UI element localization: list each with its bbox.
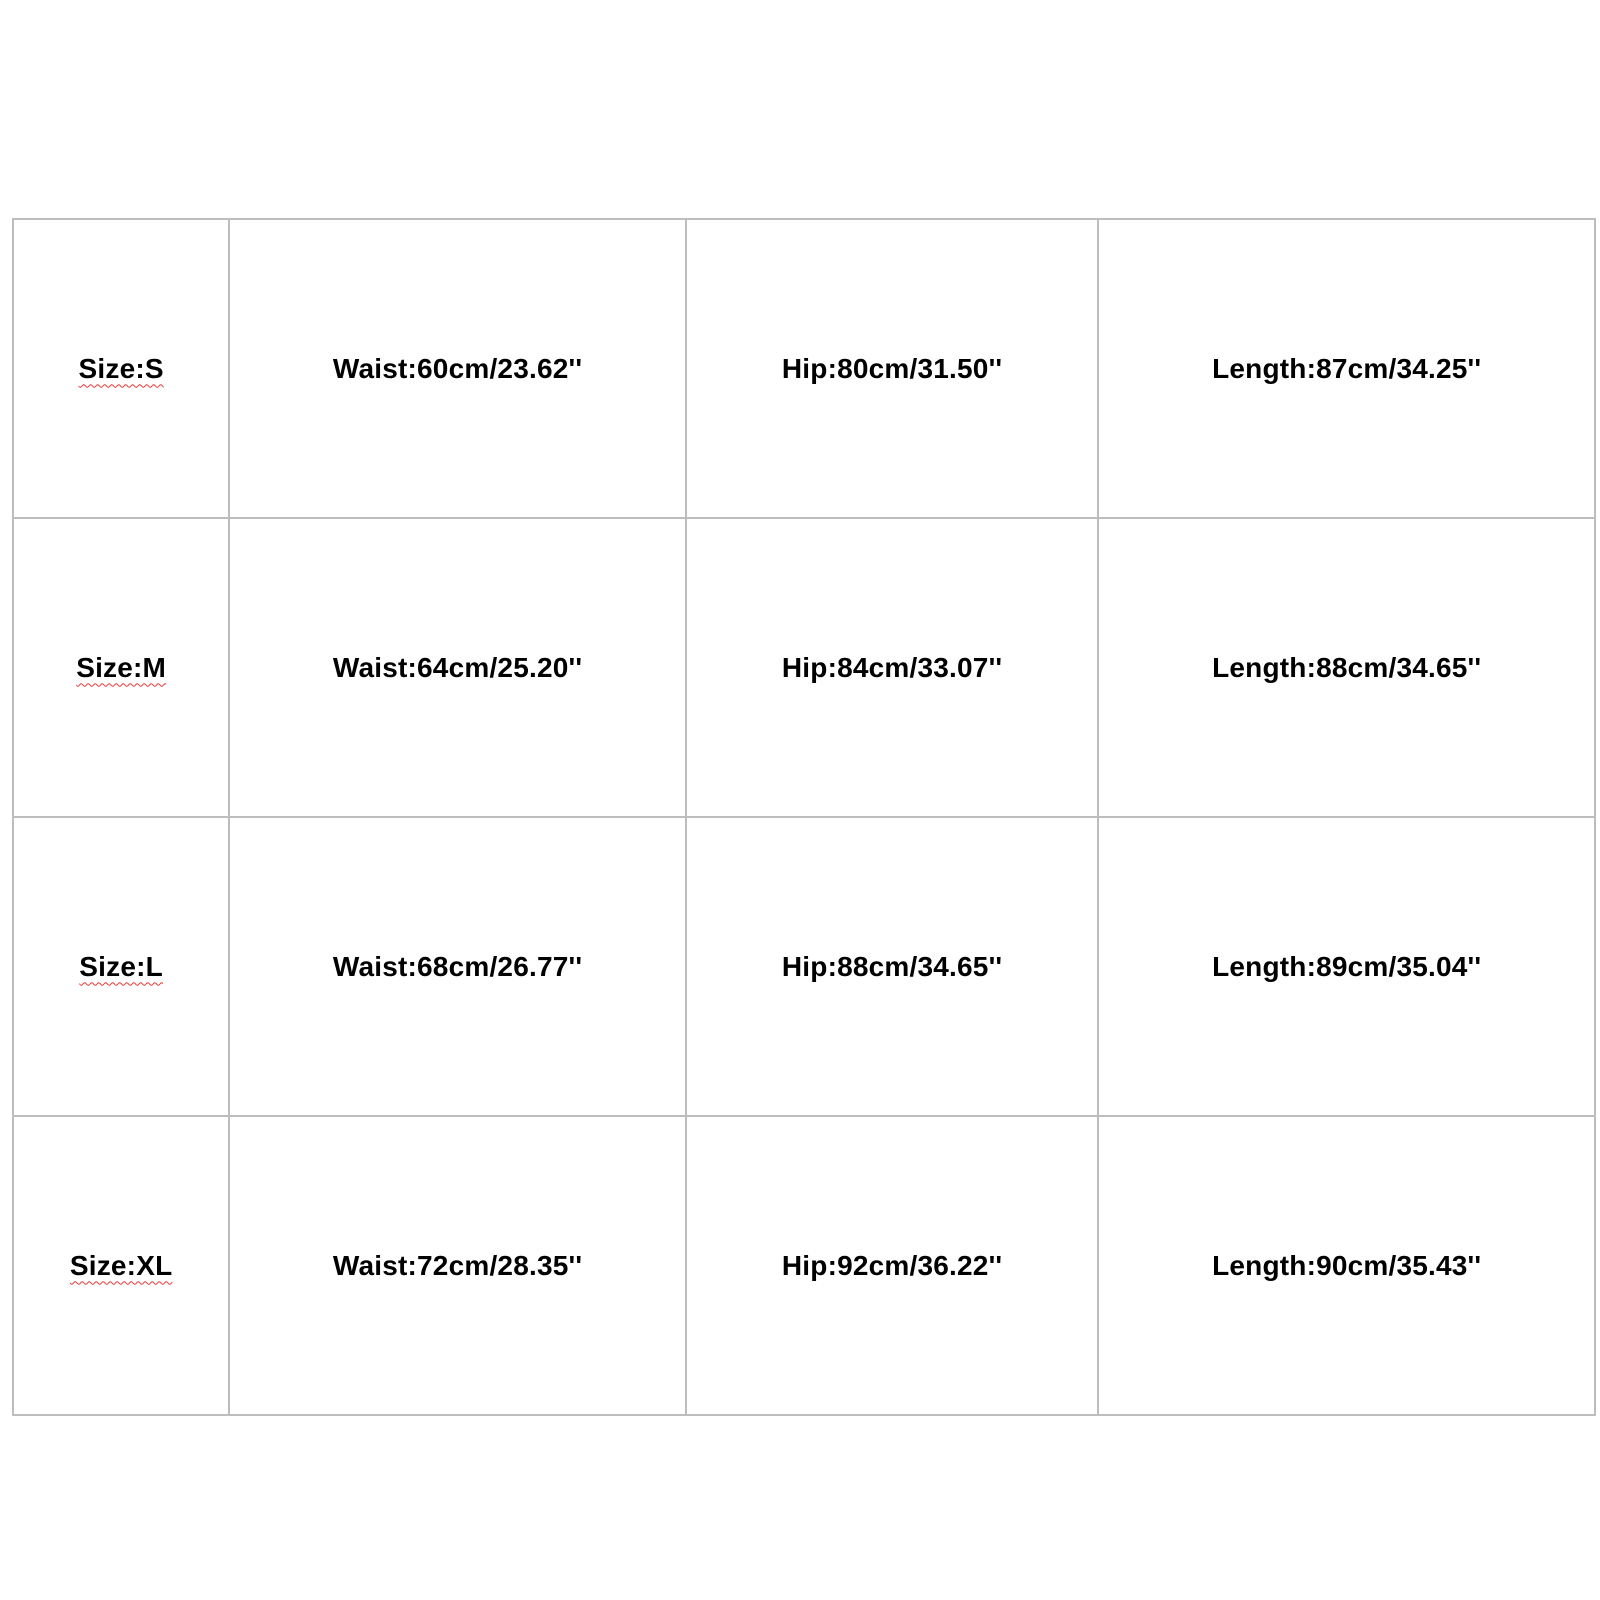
size-cell bbox=[13, 1116, 229, 1415]
waist-cell: Waist:64cm/25.20'' bbox=[229, 518, 686, 817]
hip-cell: Hip:84cm/33.07'' bbox=[686, 518, 1099, 817]
length-cell: Length:89cm/35.04'' bbox=[1098, 817, 1595, 1116]
table-row bbox=[13, 518, 1595, 817]
length-cell: Length:90cm/35.43'' bbox=[1098, 1116, 1595, 1415]
size-cell bbox=[13, 817, 229, 1116]
hip-cell: Hip:88cm/34.65'' bbox=[686, 817, 1099, 1116]
table-row bbox=[13, 1116, 1595, 1415]
waist-cell: Waist:72cm/28.35'' bbox=[229, 1116, 686, 1415]
size-label: Size:L bbox=[79, 950, 163, 982]
size-chart-table bbox=[12, 218, 1596, 1416]
hip-cell: Hip:92cm/36.22'' bbox=[686, 1116, 1099, 1415]
size-label: Size:XL bbox=[69, 1249, 173, 1281]
waist-cell: Waist:68cm/26.77'' bbox=[229, 817, 686, 1116]
length-cell: Length:88cm/34.65'' bbox=[1098, 518, 1595, 817]
length-cell: Length:87cm/34.25'' bbox=[1098, 219, 1595, 518]
size-cell bbox=[13, 518, 229, 817]
waist-cell: Waist:60cm/23.62'' bbox=[229, 219, 686, 518]
size-cell bbox=[13, 219, 229, 518]
size-label: Size:M bbox=[76, 651, 167, 683]
hip-cell: Hip:80cm/31.50'' bbox=[686, 219, 1099, 518]
table-row bbox=[13, 219, 1595, 518]
size-label: Size:S bbox=[78, 352, 164, 384]
table-row bbox=[13, 817, 1595, 1116]
